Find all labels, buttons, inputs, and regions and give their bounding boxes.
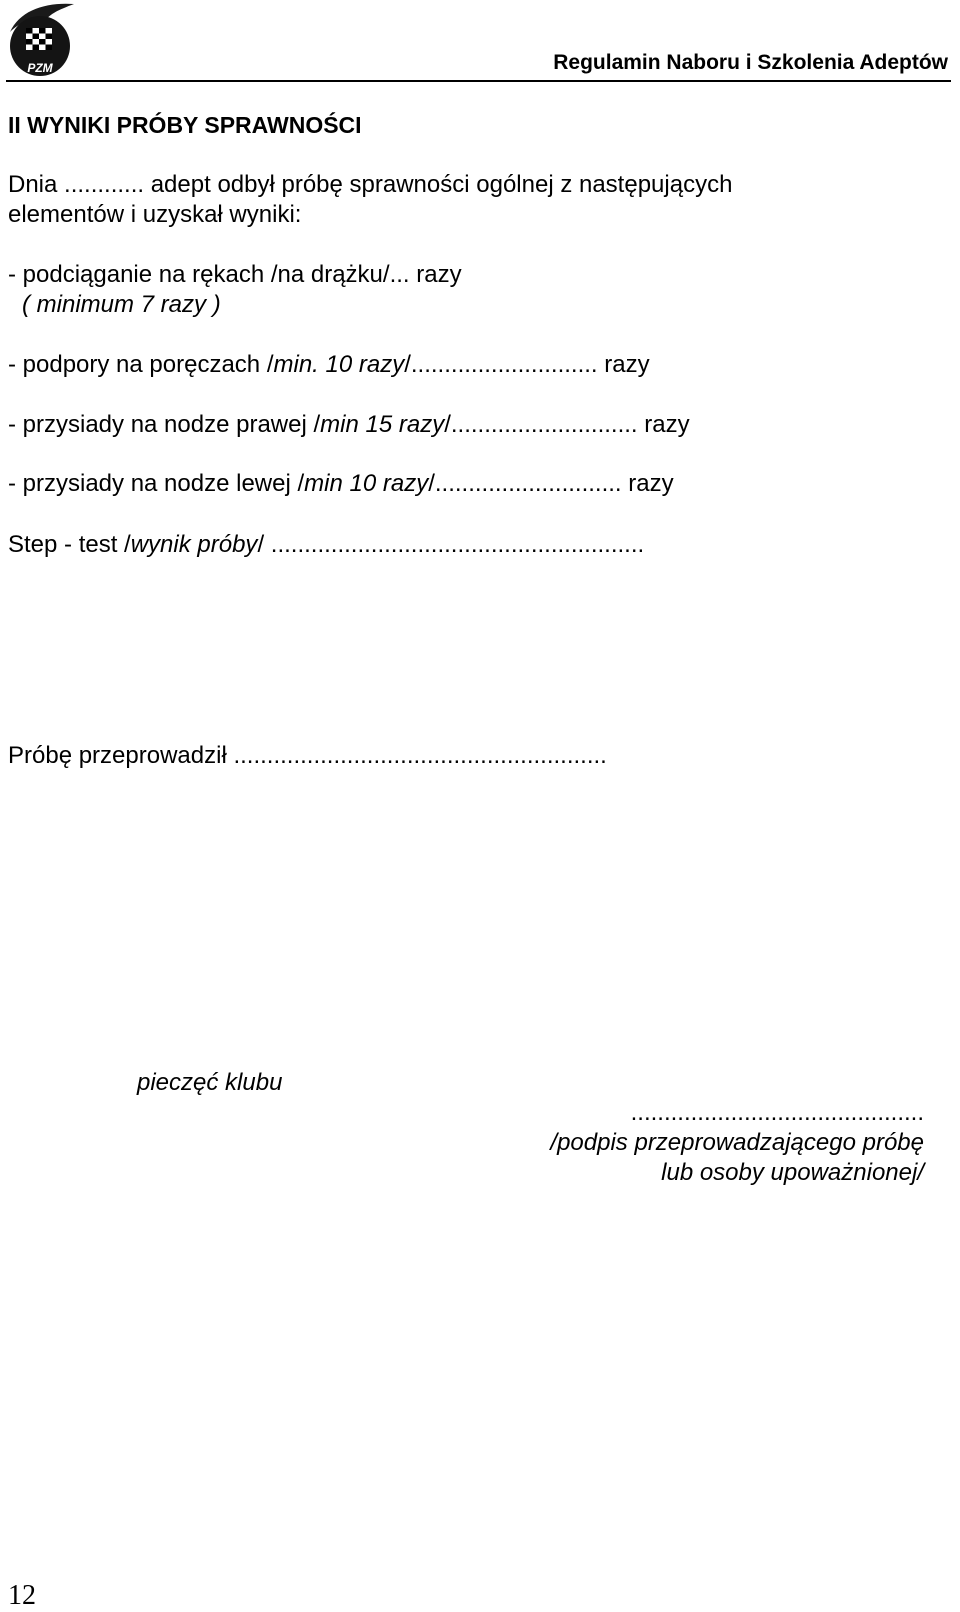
item-dips-minimum: min. 10 razy — [273, 351, 405, 378]
pzm-logo — [6, 2, 76, 80]
header-rule — [6, 80, 951, 82]
item-squats-left-result: /............................ razy — [428, 470, 674, 497]
item-dips — [8, 350, 650, 380]
item-squats-right-result: /............................ razy — [444, 411, 690, 438]
item-squats-right-label: - przysiady na nodze prawej / — [8, 411, 321, 438]
header-title: Regulamin Naboru i Szkolenia Adeptów — [553, 51, 948, 74]
item-pullups-label: - podciąganie na rękach /na drążku/ — [8, 261, 390, 288]
item-squats-left-minimum: min 10 razy — [304, 470, 429, 497]
item-squats-right-minimum: min 15 razy — [320, 411, 445, 438]
item-step-test — [8, 530, 644, 560]
item-squats-left — [8, 469, 674, 499]
item-step-test-note: wynik próby — [130, 531, 258, 558]
signature-caption-line-2: lub osoby upoważnionej/ — [661, 1159, 924, 1186]
signature-dots: ............................................ — [630, 1099, 924, 1126]
item-pullups-result: ... razy — [389, 261, 462, 288]
section-title: II WYNIKI PRÓBY SPRAWNOŚCI — [8, 112, 362, 138]
item-pullups — [8, 260, 462, 290]
conducted-by-line: Próbę przeprowadził ........................................................ — [8, 742, 607, 769]
intro-line-2: elementów i uzyskał wyniki: — [8, 201, 302, 228]
svg-text:PZM: PZM — [27, 61, 53, 75]
page-number: 12 — [8, 1580, 36, 1611]
item-squats-left-label: - przysiady na nodze lewej / — [8, 470, 305, 497]
club-stamp-label: pieczęć klubu — [137, 1069, 283, 1096]
intro-line-1: Dnia ............ adept odbył próbę sprawności ogólnej z następujących — [8, 171, 733, 198]
item-squats-right — [8, 410, 690, 440]
item-step-test-result: / ........................................................ — [257, 531, 645, 558]
signature-caption-line-1: /podpis przeprowadzającego próbę — [550, 1129, 924, 1156]
item-pullups-minimum: ( minimum 7 razy ) — [22, 291, 221, 318]
item-dips-result: /............................ razy — [404, 351, 650, 378]
item-dips-label: - podpory na poręczach / — [8, 351, 274, 378]
item-step-test-label: Step - test / — [8, 531, 131, 558]
checkered-flag-icon — [26, 28, 52, 50]
